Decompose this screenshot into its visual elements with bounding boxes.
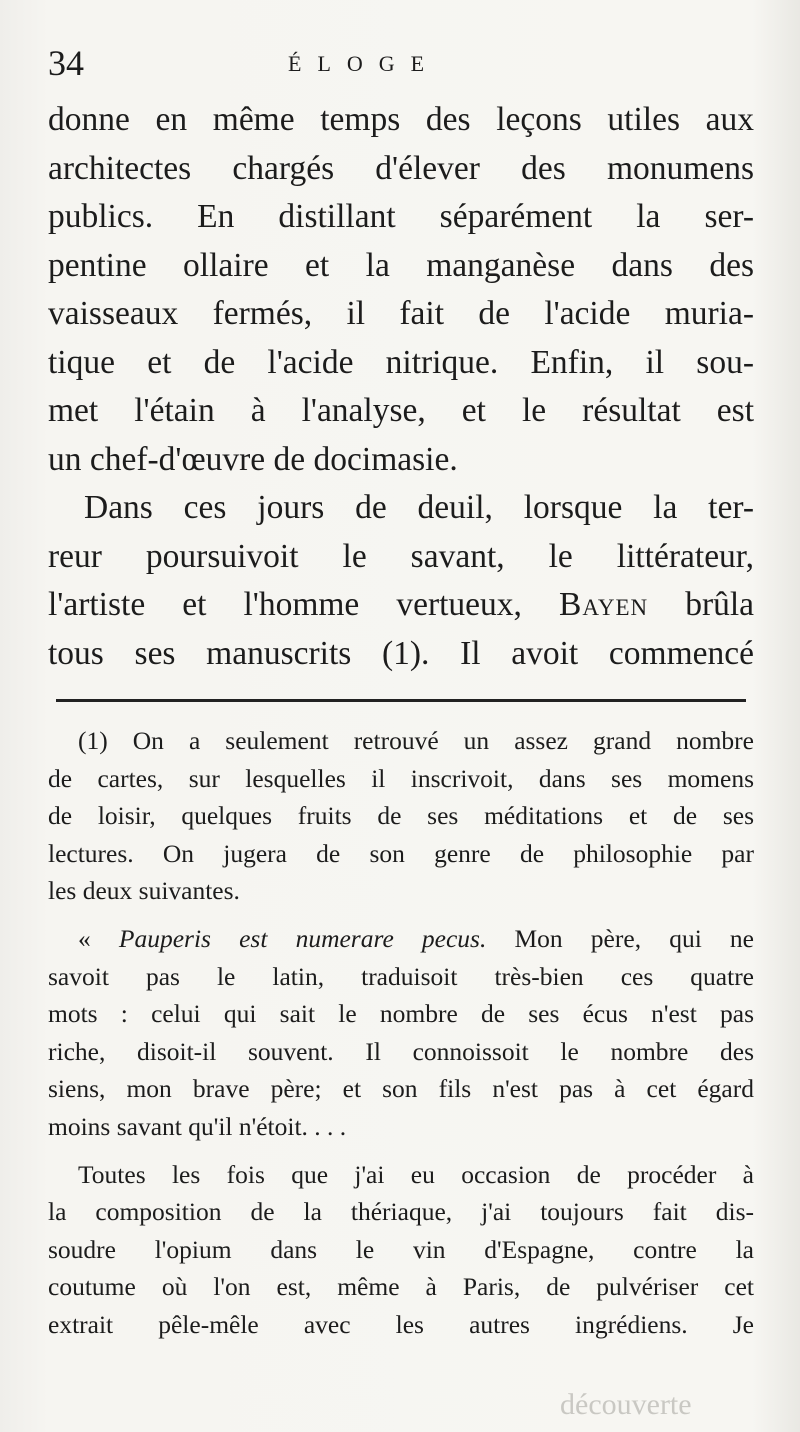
footnote-line: la composition de la thériaque, j'ai toujours fait dis- xyxy=(48,1197,754,1227)
footnote-line: siens, mon brave père; et son fils n'est pas à cet égard xyxy=(48,1074,754,1104)
bleed-through-text: découverte xyxy=(560,1388,692,1421)
latin-quote: Pauperis est numerare pecus. xyxy=(118,923,487,953)
text-line: tique et de l'acide nitrique. Enfin, il sou- xyxy=(48,343,754,381)
running-head: ÉLOGE xyxy=(288,51,441,76)
text-fragment: brûla xyxy=(685,586,755,623)
text-line: pentine ollaire et la manganèse dans des xyxy=(48,246,754,284)
footnote-line: de loisir, quelques fruits de ses méditations et de ses xyxy=(48,801,754,831)
footnote-line: coutume où l'on est, même à Paris, de pulvériser cet xyxy=(48,1272,754,1302)
footnote-line: extrait pêle-mêle avec les autres ingrédiens. Je xyxy=(48,1309,754,1339)
text-line: publics. En distillant séparément la ser- xyxy=(48,198,754,235)
page-header xyxy=(48,40,758,86)
footnote-paragraph xyxy=(48,1156,754,1344)
footnote-line: de cartes, sur lesquelles il inscrivoit, dans ses momens xyxy=(48,763,754,793)
footnote-line: lectures. On jugera de son genre de philosophie par xyxy=(48,838,754,868)
footnote-line: riche, disoit-il souvent. Il connoissoit le nombre des xyxy=(48,1036,754,1066)
footnote-line: moins savant qu'il n'étoit. . . . xyxy=(48,1111,347,1141)
text-line: un chef-d'œuvre de docimasie. xyxy=(48,440,458,478)
text-line: Dans ces jours de deuil, lorsque la ter- xyxy=(84,489,754,526)
footnote-line: les deux suivantes. xyxy=(48,876,240,906)
text-line: reur poursuivoit le savant, le littérateur, xyxy=(48,537,754,575)
text-line: vaisseaux fermés, il fait de l'acide muria- xyxy=(48,295,754,332)
footnote-paragraph xyxy=(48,722,754,910)
footnote-paragraph xyxy=(48,920,754,1146)
main-text xyxy=(48,96,754,678)
text-fragment: l'artiste et l'homme vertueux, xyxy=(48,586,522,623)
footnote-line: mots : celui qui sait le nombre de ses écus n'est pas xyxy=(48,999,754,1029)
footnote-line: Toutes les fois que j'ai eu occasion de procéder à xyxy=(78,1159,754,1189)
text-line: donne en même temps des leçons utiles aux xyxy=(48,101,754,138)
text-line: met l'étain à l'analyse, et le résultat est xyxy=(48,392,754,429)
footnote-rule xyxy=(56,699,746,702)
text-line: architectes chargés d'élever des monumens xyxy=(48,149,754,187)
footnote-line: « Pauperis est numerare pecus. Mon père, qui ne xyxy=(78,923,754,953)
page-number: 34 xyxy=(48,43,84,83)
footnote-line: (1) On a seulement retrouvé un assez grand nombre xyxy=(78,726,754,755)
text-line xyxy=(48,581,754,630)
text-line: tous ses manuscrits (1). Il avoit commencé xyxy=(48,634,754,672)
footnotes xyxy=(48,722,754,1354)
author-name: Bayen xyxy=(559,586,649,623)
footnote-line: savoit pas le latin, traduisoit très-bien ces quatre xyxy=(48,961,754,991)
footnote-line: soudre l'opium dans le vin d'Espagne, contre la xyxy=(48,1234,754,1264)
